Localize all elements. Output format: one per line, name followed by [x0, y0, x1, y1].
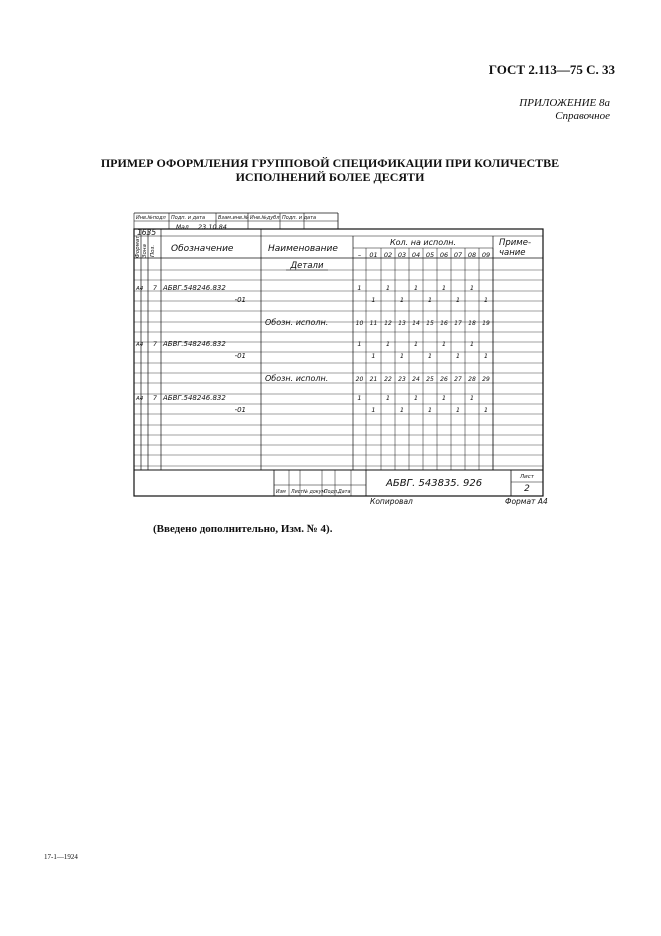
format-cell: А4	[136, 396, 144, 402]
top-strip-label: Инв.№подл	[136, 215, 166, 221]
top-strip-label: Инв.№дубл	[250, 215, 280, 221]
exec-number: 16	[440, 320, 448, 327]
exec-label: Обозн. исполн.	[265, 374, 329, 383]
appendix-label: ПРИЛОЖЕНИЕ 8а	[519, 97, 610, 109]
qty-cell: 1	[483, 406, 489, 414]
appendix-type: Справочное	[555, 110, 610, 122]
standard-header: ГОСТ 2.113—75 С. 33	[488, 62, 615, 77]
top-strip-label: Взам.инв.№	[218, 215, 249, 221]
qty-header: 01	[369, 251, 378, 259]
designation-cell: АБВГ.548246.832	[163, 394, 226, 402]
qty-header: –	[357, 251, 362, 259]
exec-number: 29	[482, 376, 490, 383]
qty-cell: 1	[371, 406, 376, 414]
exec-number: 20	[355, 376, 364, 383]
exec-number: 22	[384, 376, 392, 383]
side-header-pos: Поз.	[150, 244, 156, 257]
position-cell: 7	[152, 394, 158, 402]
qty-cell: 1	[427, 352, 433, 360]
qty-cell: 1	[469, 284, 475, 292]
exec-number: 17	[454, 320, 462, 327]
variant-cell: -01	[234, 352, 246, 360]
qty-header: 08	[467, 251, 477, 259]
qty-header: 06	[439, 251, 449, 259]
exec-number: 27	[454, 376, 462, 383]
title-line-1: ПРИМЕР ОФОРМЛЕНИЯ ГРУППОВОЙ СПЕЦИФИКАЦИИ ПРИ КОЛИЧЕСТВЕ	[100, 156, 560, 170]
column-header-designation: Обозначение	[171, 244, 234, 254]
qty-cell: 1	[455, 406, 461, 414]
exec-number: 13	[398, 320, 406, 327]
qty-header: 09	[481, 251, 491, 259]
designation-cell: АБВГ.548246.832	[163, 340, 226, 348]
side-header-zone: Зона	[142, 244, 148, 258]
qty-cell: 1	[413, 284, 419, 292]
qty-cell: 1	[483, 352, 489, 360]
revision-label: Изм	[276, 490, 286, 495]
sheet-label: Лист	[520, 474, 534, 480]
exec-number: 21	[369, 376, 378, 383]
revision-label: № докум.	[303, 490, 327, 495]
qty-cell: 1	[427, 406, 433, 414]
exec-number: 15	[426, 320, 434, 327]
qty-cell: 1	[469, 340, 475, 348]
qty-cell: 1	[385, 340, 391, 348]
revision-label: Подп.	[324, 490, 339, 495]
side-header-format: Формат	[135, 235, 141, 258]
sign-date: 23.10.84	[198, 223, 227, 231]
title-line-2: ИСПОЛНЕНИЙ БОЛЕЕ ДЕСЯТИ	[235, 170, 425, 184]
column-header-note: Приме-	[499, 238, 532, 248]
exec-number: 14	[412, 320, 420, 327]
qty-cell: 1	[427, 296, 433, 304]
exec-number: 24	[412, 376, 420, 383]
exec-label: Обозн. исполн.	[265, 318, 329, 327]
exec-number: 23	[398, 376, 406, 383]
position-cell: 7	[152, 340, 158, 348]
exec-number: 25	[426, 376, 434, 383]
designation-cell: АБВГ.548246.832	[163, 284, 226, 292]
amendment-note: (Введено дополнительно, Изм. № 4).	[153, 523, 333, 535]
qty-header: 04	[411, 251, 421, 259]
column-header-name: Наименование	[268, 244, 338, 254]
column-header-note: чание	[499, 248, 526, 258]
qty-cell: 1	[469, 394, 475, 402]
qty-cell: 1	[441, 394, 447, 402]
sheet-number: 2	[524, 484, 530, 494]
qty-cell: 1	[413, 394, 419, 402]
revision-label: Дата	[338, 490, 351, 495]
qty-cell: 1	[455, 352, 461, 360]
footer-code: 17-1—1924	[44, 853, 78, 861]
qty-cell: 1	[399, 406, 405, 414]
qty-header: 07	[453, 251, 463, 259]
qty-header: 02	[383, 251, 393, 259]
qty-header: 03	[397, 251, 407, 259]
exec-number: 12	[384, 320, 392, 327]
qty-cell: 1	[413, 340, 419, 348]
exec-number: 28	[468, 376, 476, 383]
qty-cell: 1	[371, 296, 376, 304]
format-label: Формат А4	[505, 497, 548, 506]
document-number: АБВГ. 543835. 926	[386, 478, 483, 489]
qty-cell: 1	[441, 340, 447, 348]
inventory-number: 1635	[137, 228, 157, 237]
variant-cell: -01	[234, 296, 246, 304]
qty-cell: 1	[357, 340, 362, 348]
section-label: Детали	[290, 261, 324, 271]
exec-number: 19	[482, 320, 490, 327]
exec-number: 10	[355, 320, 364, 327]
top-strip-label: Подп. и дата	[171, 215, 206, 221]
qty-cell: 1	[357, 394, 362, 402]
exec-number: 26	[440, 376, 448, 383]
qty-cell: 1	[399, 296, 405, 304]
qty-cell: 1	[483, 296, 489, 304]
exec-number: 11	[369, 320, 378, 327]
qty-cell: 1	[371, 352, 376, 360]
position-cell: 7	[152, 284, 158, 292]
qty-cell: 1	[441, 284, 447, 292]
column-header-qty: Кол. на исполн.	[389, 238, 457, 247]
variant-cell: -01	[234, 406, 246, 414]
exec-number: 18	[468, 320, 476, 327]
qty-cell: 1	[399, 352, 405, 360]
copied-label: Копировал	[370, 497, 413, 506]
top-strip-label: Подп. и дата	[282, 215, 317, 221]
revision-label: Лист	[291, 490, 304, 495]
signature: Мал	[176, 224, 189, 231]
format-cell: А4	[136, 342, 144, 348]
inner-frame	[134, 229, 543, 496]
qty-cell: 1	[455, 296, 461, 304]
qty-cell: 1	[357, 284, 362, 292]
qty-header: 05	[425, 251, 435, 259]
format-cell: А4	[136, 286, 144, 292]
qty-cell: 1	[385, 284, 391, 292]
qty-cell: 1	[385, 394, 391, 402]
